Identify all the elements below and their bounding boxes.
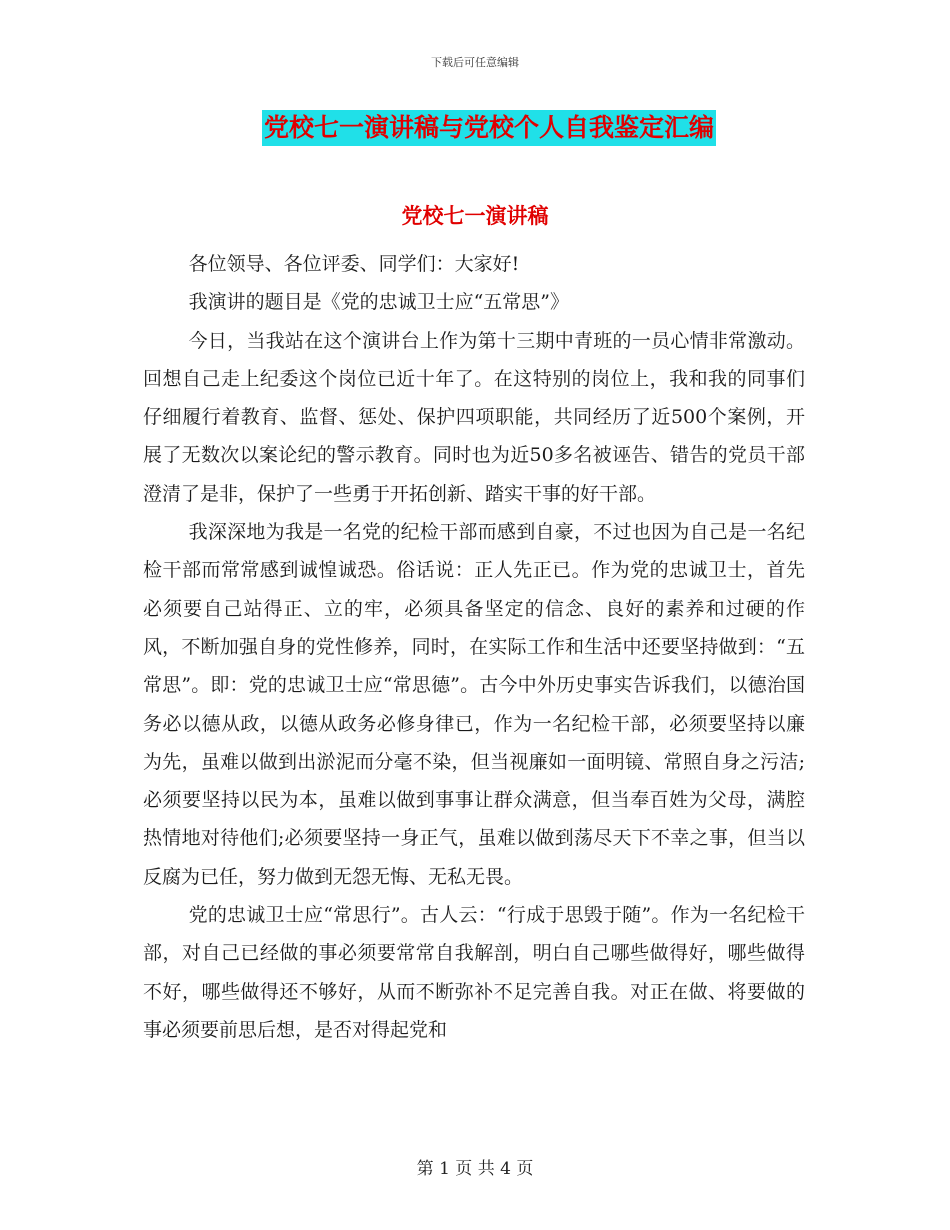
document-body [143,245,805,1049]
page-footer: 第 1 页 共 4 页 [416,1159,534,1179]
paragraph-pride: 我深深地为我是一名党的纪检干部而感到自豪，不过也因为自己是一名纪检干部而常常感到诚惶诚恐。俗话说：正人先正已。作为党的忠诚卫士，首先必须要自己站得正、立的牢，必须具备坚定的信念、良好的素养和过硬的作风，不断加强自身的党性修养，同时，在实际工作和生活中还要坚持做到：“五常思”。即：党的忠诚卫士应“常思德”。古今中外历史事实告诉我们，以德治国务必以德从政，以德从政务必修身律已，作为一名纪检干部，必须要坚持以廉为先，虽难以做到出淤泥而分毫不染，但当视廉如一面明镜、常照自身之污洁;必须要坚持以民为本，虽难以做到事事让群众满意，但当奉百姓为父母，满腔热情地对待他们;必须要坚持一身正气，虽难以做到荡尽天下不幸之事，但当以反腐为已任，努力做到无怨无悔、无私无畏。 [143,521,805,888]
paragraph-topic: 我演讲的题目是《党的忠诚卫士应“五常思”》 [188,291,570,314]
paragraph-intro: 今日，当我站在这个演讲台上作为第十三期中青班的一员心情非常激动。回想自己走上纪委这个岗位已近十年了。在这特别的岗位上，我和我的同事们仔细履行着教育、监督、惩处、保护四项职能，共同经历了近500个案例，开展了无数次以案论纪的警示教育。同时也为近50多名被诬告、错告的党员干部澄清了是非，保护了一些勇于开拓创新、踏实干事的好干部。 [143,329,805,505]
section-title: 党校七一演讲稿 [401,203,549,228]
document-title: 党校七一演讲稿与党校个人自我鉴定汇编 [262,110,716,146]
paragraph-greeting: 各位领导、各位评委、同学们：大家好! [188,253,520,275]
header-note: 下载后可任意编辑 [431,56,519,69]
paragraph-conduct: 党的忠诚卫士应“常思行”。古人云：“行成于思毁于随”。作为一名纪检干部，对自己已经做的事必须要常常自我解剖，明白自己哪些做得好，哪些做得不好，哪些做得还不够好，从而不断弥补不足完善自我。对正在做、将要做的事必须要前思后想，是否对得起党和 [143,904,805,1041]
